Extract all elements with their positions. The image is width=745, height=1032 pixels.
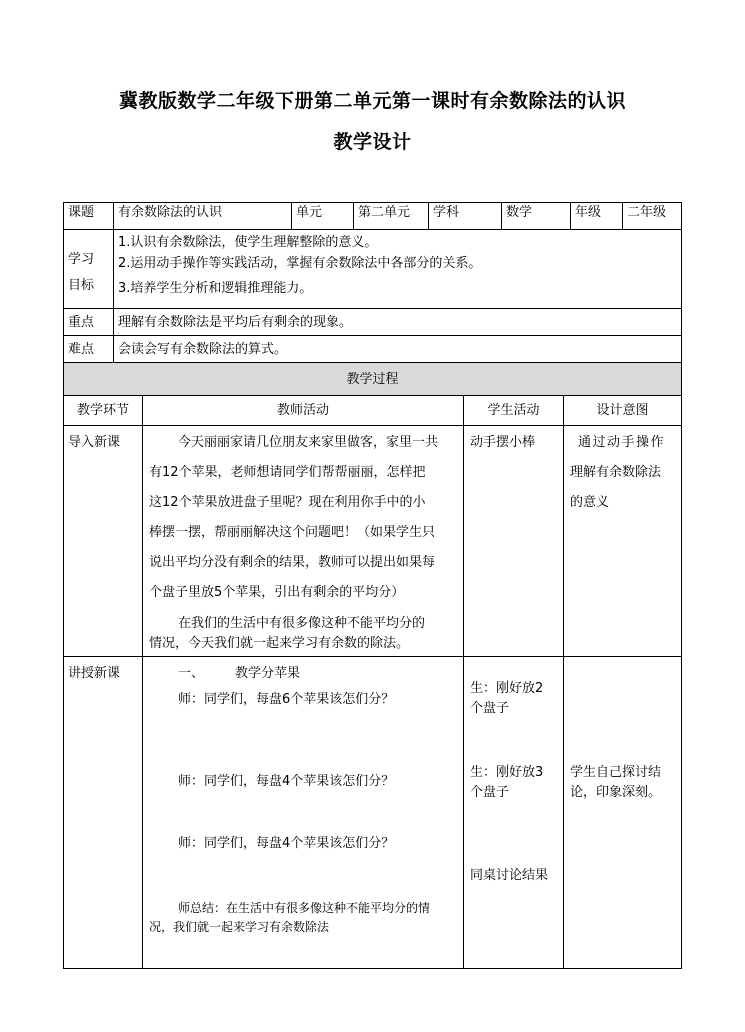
intro-intent-line: 理解有余数除法 xyxy=(570,465,662,480)
process-section-title: 教学过程 xyxy=(63,362,682,396)
course-value: 有余数除法的认识 xyxy=(113,202,292,230)
teach-question: 师：同学们，每盘4个苹果该怎们分？ xyxy=(178,774,395,789)
grade-value: 二年级 xyxy=(622,202,682,230)
intro-teacher-extra: 在我们的生活中有很多像这种不能平均分的 xyxy=(178,616,426,631)
teach-intent: 学生自己探讨结 xyxy=(570,765,662,780)
intro-teacher-line: 个盘子里放5个苹果，引出有剩余的平均分） xyxy=(149,585,405,600)
key-point-label: 重点 xyxy=(63,308,114,336)
teach-student-answer: 个盘子 xyxy=(470,785,510,800)
difficulty-label: 难点 xyxy=(63,335,114,363)
teach-intent: 论，印象深刻。 xyxy=(570,785,662,800)
objectives-label-line1: 学习 xyxy=(68,252,95,267)
intro-student-cell xyxy=(463,425,564,657)
intro-teacher-extra: 情况，今天我们就一起来学习有余数的除法。 xyxy=(149,636,410,651)
intro-teacher-cell xyxy=(142,425,464,657)
objective-item: 2.运用动手操作等实践活动，掌握有余数除法中各部分的关系。 xyxy=(118,256,482,271)
teach-heading-number: 一、 xyxy=(178,666,205,681)
objectives-cell xyxy=(113,229,682,309)
course-label: 课题 xyxy=(63,202,114,230)
intro-teacher-line: 说出平均分没有剩余的结果，教师可以提出如果每 xyxy=(149,555,436,570)
teach-student-answer: 生：刚好放3 xyxy=(470,765,544,780)
subject-label: 学科 xyxy=(428,202,502,230)
unit-value: 第二单元 xyxy=(353,202,429,230)
teach-summary: 况，我们就一起来学习有余数除法 xyxy=(149,920,330,934)
intro-stage: 导入新课 xyxy=(68,435,121,450)
teach-student-answer: 生：刚好放2 xyxy=(470,681,544,696)
teach-summary: 师总结：在生活中有很多像这种不能平均分的情 xyxy=(178,901,431,915)
objective-item: 3.培养学生分析和逻辑推理能力。 xyxy=(118,281,313,296)
document-subtitle: 教学设计 xyxy=(333,131,412,153)
objectives-label-line2: 目标 xyxy=(68,278,95,293)
unit-label: 单元 xyxy=(291,202,354,230)
subject-value: 数学 xyxy=(501,202,571,230)
teach-intent-cell xyxy=(563,656,682,969)
header-student: 学生活动 xyxy=(463,395,564,426)
intro-intent-line: 通过动手操作 xyxy=(578,435,666,450)
header-teacher: 教师活动 xyxy=(142,395,464,426)
intro-intent-line: 的意义 xyxy=(570,495,610,510)
intro-intent-cell xyxy=(563,425,682,657)
teach-student-answer: 个盘子 xyxy=(470,701,510,716)
teach-question: 师：同学们，每盘4个苹果该怎们分？ xyxy=(178,836,395,851)
header-stage: 教学环节 xyxy=(63,395,143,426)
header-intent: 设计意图 xyxy=(563,395,682,426)
grade-label: 年级 xyxy=(570,202,623,230)
teach-teacher-cell xyxy=(142,656,464,969)
intro-teacher-line: 这12个苹果放进盘子里呢？现在利用你手中的小 xyxy=(149,495,426,510)
teach-student-discussion: 同桌讨论结果 xyxy=(470,868,549,883)
intro-teacher-line: 今天丽丽家请几位朋友来家里做客，家里一共 xyxy=(178,435,439,450)
teach-question: 师：同学们，每盘6个苹果该怎们分？ xyxy=(178,692,395,707)
teach-student-cell xyxy=(463,656,564,969)
teach-heading-text: 教学分苹果 xyxy=(235,666,301,681)
intro-teacher-line: 有12个苹果，老师想请同学们帮帮丽丽，怎样把 xyxy=(149,465,426,480)
teach-stage-cell xyxy=(63,656,143,969)
intro-teacher-line: 棒摆一摆，帮丽丽解决这个问题吧！（如果学生只 xyxy=(149,525,436,540)
document-title: 冀教版数学二年级下册第二单元第一课时有余数除法的认识 xyxy=(118,90,626,112)
intro-student: 动手摆小棒 xyxy=(470,435,536,450)
key-point-value: 理解有余数除法是平均后有剩余的现象。 xyxy=(113,308,682,336)
objective-item: 1.认识有余数除法，使学生理解整除的意义。 xyxy=(118,235,378,250)
objectives-label-cell xyxy=(63,229,114,309)
intro-stage-cell xyxy=(63,425,143,657)
teach-stage: 讲授新课 xyxy=(68,666,121,681)
difficulty-value: 会读会写有余数除法的算式。 xyxy=(113,335,682,363)
